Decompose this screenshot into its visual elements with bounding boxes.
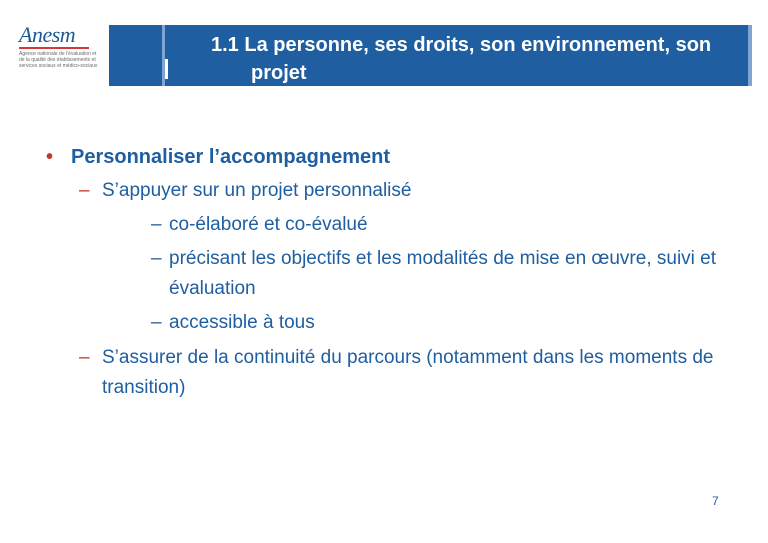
dash-icon: –	[79, 347, 90, 368]
sub-bullet-3-text: accessible à tous	[169, 312, 315, 333]
sub-bullet-1-text: co-élaboré et co-évalué	[169, 214, 368, 235]
sub-bullet-3	[46, 308, 736, 338]
sub-bullet-2	[46, 244, 736, 304]
bullet-dot-icon: •	[46, 146, 54, 168]
bullet-item-1	[46, 176, 736, 206]
slide-title-line1: 1.1 La personne, ses droits, son environnement, son	[211, 34, 712, 56]
bullet-heading-text: Personnaliser l’accompagnement	[71, 146, 391, 168]
dash-icon: –	[151, 214, 162, 235]
logo-tagline: Agence nationale de l'évaluation et de la qualité des établissements et services sociaux et médico-sociaux	[19, 51, 98, 69]
bullet-heading	[46, 143, 736, 171]
sub-bullet-2-text: précisant les objectifs et les modalités de mise en œuvre, suivi et évaluation	[169, 248, 717, 299]
dash-icon: –	[151, 248, 162, 269]
banner-accent-mark	[165, 59, 168, 79]
sub-bullet-1	[46, 210, 736, 240]
slide-title	[211, 31, 751, 87]
bullet-item-2-text: S’assurer de la continuité du parcours (notamment dans les moments de transition)	[102, 347, 714, 398]
slide-content	[46, 143, 736, 403]
bullet-item-2	[46, 343, 736, 403]
anesm-logo	[16, 24, 98, 80]
slide-title-line2: projet	[251, 62, 307, 84]
bullet-item-1-text: S’appuyer sur un projet personnalisé	[102, 180, 412, 201]
logo-rule	[19, 47, 89, 49]
logo-wordmark: Anesm	[19, 22, 76, 47]
page-number: 7	[712, 494, 719, 508]
dash-icon: –	[79, 180, 90, 201]
dash-icon: –	[151, 312, 162, 333]
title-banner	[109, 25, 752, 86]
